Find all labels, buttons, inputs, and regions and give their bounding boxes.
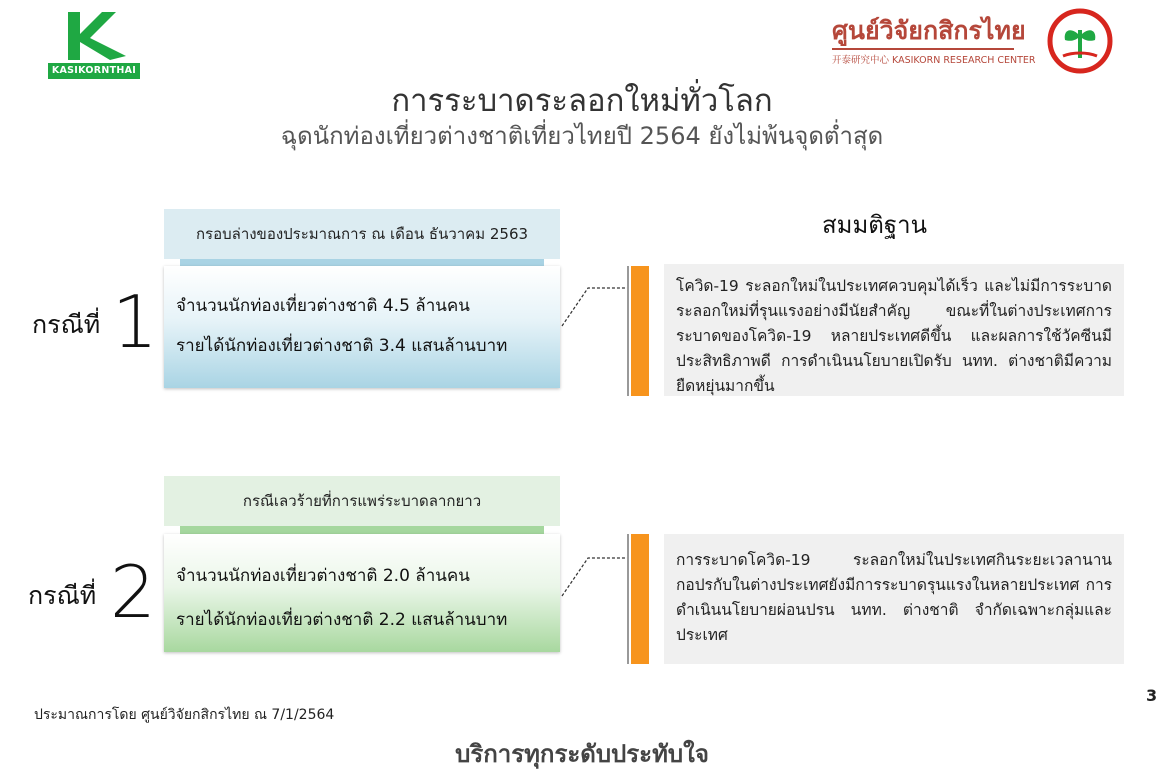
case-2-number: 2 bbox=[110, 550, 156, 634]
case-1-banner: กรอบล่างของประมาณการ ณ เดือน ธันวาคม 2563 bbox=[164, 209, 560, 259]
case-1-label bbox=[32, 305, 100, 345]
case-1-tourists: จำนวนนักท่องเที่ยวต่างชาติ 4.5 ล้านคน bbox=[176, 296, 470, 316]
krc-divider bbox=[832, 48, 1014, 50]
page-subtitle: ฉุดนักท่องเที่ยวต่างชาติเที่ยวไทยปี 2564 ยังไม่พ้นจุดต่ำสุด bbox=[280, 122, 884, 150]
krc-emblem-icon bbox=[1047, 8, 1113, 74]
krc-title: ศูนย์วิจัยกสิกรไทย bbox=[832, 16, 1026, 45]
case-1-revenue: รายได้นักท่องเที่ยวต่างชาติ 3.4 แสนล้านบาท bbox=[176, 336, 508, 356]
case-1-number: 1 bbox=[112, 280, 158, 364]
page-title: การระบาดระลอกใหม่ทั่วโลก bbox=[391, 83, 773, 119]
case-2-revenue: รายได้นักท่องเที่ยวต่างชาติ 2.2 แสนล้านบาท bbox=[176, 610, 508, 630]
case-1-assumption: โควิด-19 ระลอกใหม่ในประเทศควบคุมได้เร็ว และไม่มีการระบาดระลอกใหม่ที่รุนแรงอย่างมีนัยสำคัญ ขณะที่ในต่างประเทศการระบาดของโควิด-19 หลายประเทศดีขึ้น และผลการใช้วัคซีนมีประสิทธิภาพดี การดำเนินนโยบายเปิดรับ นทท. ต่างชาติมีความยืดหยุ่นมากขึ้น bbox=[664, 264, 1124, 396]
kasikorn-research-center-logo bbox=[824, 8, 1114, 78]
case-label-text: กรณีที่ bbox=[28, 581, 97, 610]
case-2-assumption: การระบาดโควิด-19 ระลอกใหม่ในประเทศกินระยะเวลานาน กอปรกับในต่างประเทศยังมีการระบาดรุนแรงในหลายประเทศ การดำเนินนโยบายผ่อนปรน นทท. ต่างชาติ จำกัดเฉพาะกลุ่มและประเทศ bbox=[664, 534, 1124, 664]
case-1-orange-bar bbox=[631, 266, 649, 396]
case-1-box bbox=[164, 266, 560, 388]
case-2-tourists: จำนวนนักท่องเที่ยวต่างชาติ 2.0 ล้านคน bbox=[176, 566, 470, 586]
page-number: 3 bbox=[1146, 686, 1158, 705]
kasikornthai-logo bbox=[40, 8, 150, 80]
case-2-banner: กรณีเลวร้ายที่การแพร่ระบาดลากยาว bbox=[164, 476, 560, 526]
source-footnote: ประมาณการโดย ศูนย์วิจัยกสิกรไทย ณ 7/1/2564 bbox=[34, 707, 335, 723]
kasikorn-k-icon bbox=[40, 8, 150, 64]
footer-tagline: บริการทุกระดับประทับใจ bbox=[455, 740, 709, 768]
case-2-orange-bar bbox=[631, 534, 649, 664]
krc-subtitle: 开泰研究中心 KASIKORN RESEARCH CENTER bbox=[832, 55, 1036, 66]
kasikornthai-wordmark: KASIKORNTHAI bbox=[48, 63, 140, 79]
assumption-heading: สมมติฐาน bbox=[822, 211, 927, 239]
case-2-box bbox=[164, 534, 560, 652]
case-2-connector bbox=[560, 554, 630, 600]
case-2-label bbox=[28, 576, 96, 616]
case-label-text: กรณีที่ bbox=[32, 310, 101, 339]
case-1-connector bbox=[560, 284, 630, 330]
case-2-rule bbox=[627, 534, 629, 664]
case-1-rule bbox=[627, 266, 629, 396]
